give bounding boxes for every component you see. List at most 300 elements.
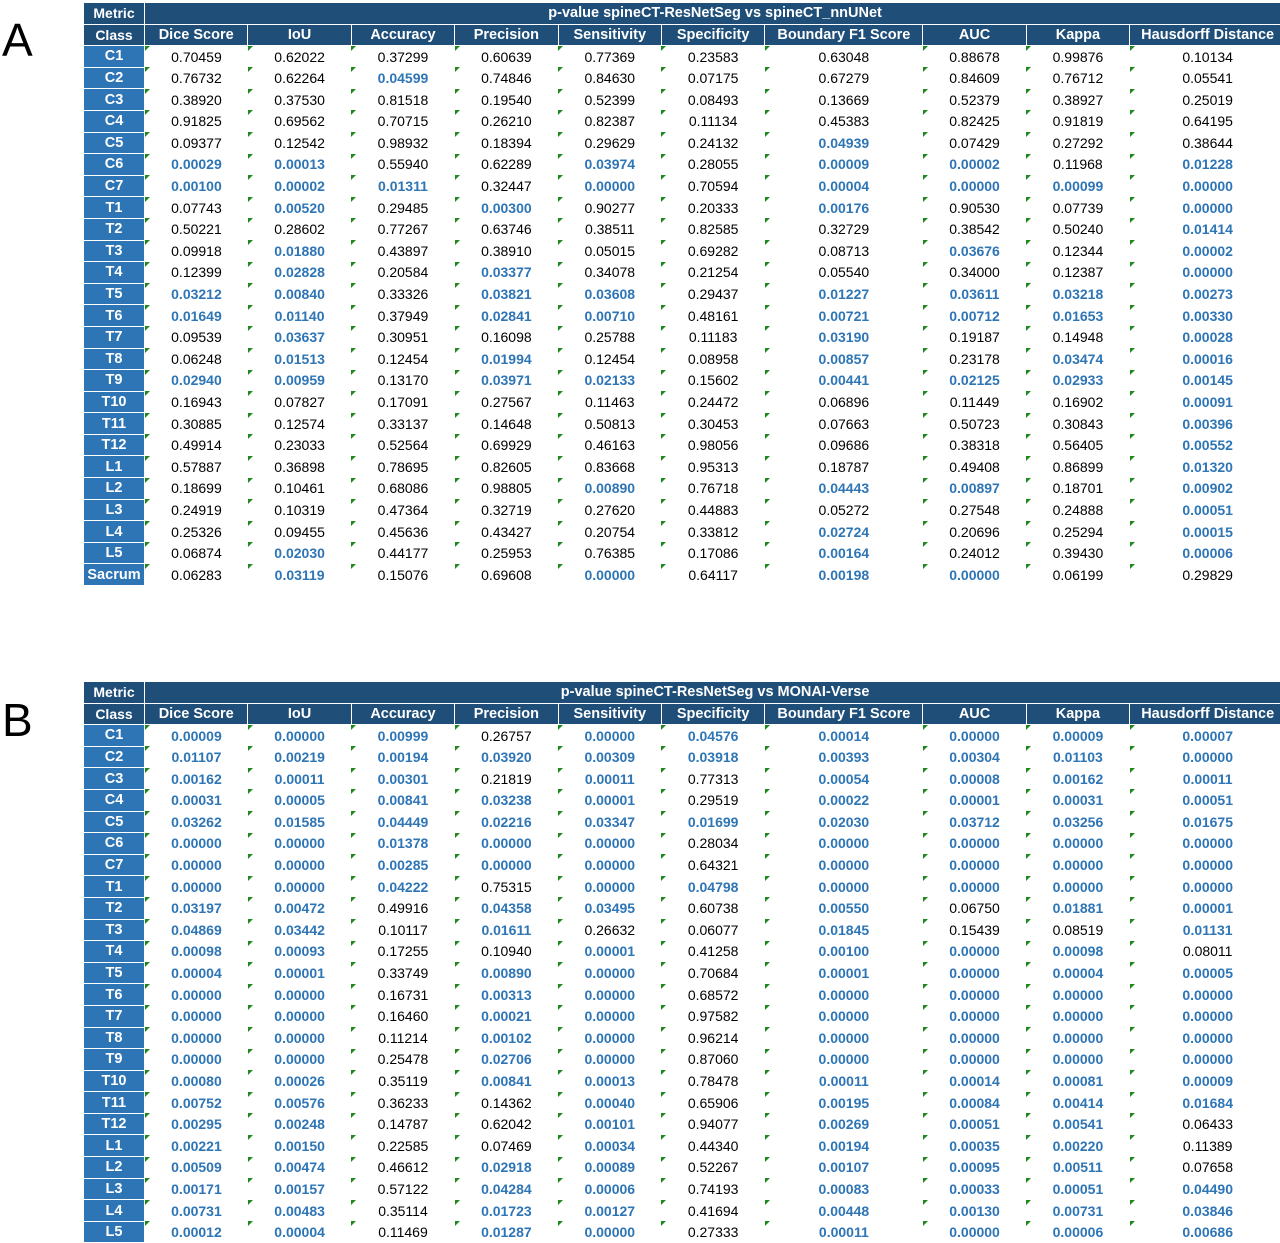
pvalue-cell[interactable]: 0.00000 xyxy=(923,854,1026,876)
pvalue-cell[interactable]: 0.00000 xyxy=(455,833,558,855)
pvalue-cell[interactable]: 0.00000 xyxy=(765,1049,923,1071)
pvalue-cell[interactable]: 0.55940 xyxy=(351,154,454,176)
pvalue-cell[interactable]: 0.00520 xyxy=(248,197,351,219)
pvalue-cell[interactable]: 0.18699 xyxy=(145,478,248,500)
pvalue-cell[interactable]: 0.00959 xyxy=(248,370,351,392)
pvalue-cell[interactable]: 0.33749 xyxy=(351,962,454,984)
pvalue-cell[interactable]: 0.45383 xyxy=(765,110,923,132)
pvalue-cell[interactable]: 0.00021 xyxy=(455,1005,558,1027)
pvalue-cell[interactable]: 0.20754 xyxy=(558,521,661,543)
pvalue-cell[interactable]: 0.23583 xyxy=(661,46,764,68)
pvalue-cell[interactable]: 0.00006 xyxy=(1130,542,1280,564)
pvalue-cell[interactable]: 0.25953 xyxy=(455,542,558,564)
pvalue-cell[interactable]: 0.03821 xyxy=(455,283,558,305)
pvalue-cell[interactable]: 0.33326 xyxy=(351,283,454,305)
pvalue-cell[interactable]: 0.05540 xyxy=(765,262,923,284)
pvalue-cell[interactable]: 0.87060 xyxy=(661,1049,764,1071)
pvalue-cell[interactable]: 0.11214 xyxy=(351,1027,454,1049)
pvalue-cell[interactable]: 0.20696 xyxy=(923,521,1026,543)
pvalue-cell[interactable]: 0.06874 xyxy=(145,542,248,564)
pvalue-cell[interactable]: 0.00098 xyxy=(1026,941,1129,963)
pvalue-cell[interactable]: 0.09539 xyxy=(145,326,248,348)
pvalue-cell[interactable]: 0.43897 xyxy=(351,240,454,262)
pvalue-cell[interactable]: 0.00033 xyxy=(923,1178,1026,1200)
pvalue-cell[interactable]: 0.23033 xyxy=(248,434,351,456)
pvalue-cell[interactable]: 0.00000 xyxy=(923,941,1026,963)
pvalue-cell[interactable]: 0.00029 xyxy=(145,154,248,176)
pvalue-cell[interactable]: 0.00472 xyxy=(248,897,351,919)
pvalue-cell[interactable]: 0.00026 xyxy=(248,1070,351,1092)
pvalue-cell[interactable]: 0.06433 xyxy=(1130,1113,1280,1135)
pvalue-cell[interactable]: 0.29829 xyxy=(1130,564,1280,586)
pvalue-cell[interactable]: 0.26210 xyxy=(455,110,558,132)
pvalue-cell[interactable]: 0.00000 xyxy=(558,876,661,898)
pvalue-cell[interactable]: 0.00000 xyxy=(1130,197,1280,219)
pvalue-cell[interactable]: 0.04449 xyxy=(351,811,454,833)
pvalue-cell[interactable]: 0.29437 xyxy=(661,283,764,305)
pvalue-cell[interactable]: 0.03262 xyxy=(145,811,248,833)
pvalue-cell[interactable]: 0.41694 xyxy=(661,1200,764,1222)
pvalue-cell[interactable]: 0.77267 xyxy=(351,218,454,240)
pvalue-cell[interactable]: 0.02133 xyxy=(558,370,661,392)
pvalue-cell[interactable]: 0.64321 xyxy=(661,854,764,876)
pvalue-cell[interactable]: 0.00127 xyxy=(558,1200,661,1222)
pvalue-cell[interactable]: 0.83668 xyxy=(558,456,661,478)
pvalue-cell[interactable]: 0.11134 xyxy=(661,110,764,132)
pvalue-cell[interactable]: 0.00145 xyxy=(1130,370,1280,392)
pvalue-cell[interactable]: 0.00000 xyxy=(923,1027,1026,1049)
pvalue-cell[interactable]: 0.00171 xyxy=(145,1178,248,1200)
pvalue-cell[interactable]: 0.03495 xyxy=(558,897,661,919)
pvalue-cell[interactable]: 0.00273 xyxy=(1130,283,1280,305)
pvalue-cell[interactable]: 0.03637 xyxy=(248,326,351,348)
pvalue-cell[interactable]: 0.03190 xyxy=(765,326,923,348)
pvalue-cell[interactable]: 0.00396 xyxy=(1130,413,1280,435)
pvalue-cell[interactable]: 0.62264 xyxy=(248,67,351,89)
pvalue-cell[interactable]: 0.00198 xyxy=(765,564,923,586)
pvalue-cell[interactable]: 0.65906 xyxy=(661,1092,764,1114)
pvalue-cell[interactable]: 0.57887 xyxy=(145,456,248,478)
pvalue-cell[interactable]: 0.00194 xyxy=(765,1135,923,1157)
pvalue-cell[interactable]: 0.01103 xyxy=(1026,746,1129,768)
pvalue-cell[interactable]: 0.00007 xyxy=(1130,725,1280,747)
pvalue-cell[interactable]: 0.00857 xyxy=(765,348,923,370)
pvalue-cell[interactable]: 0.00101 xyxy=(558,1113,661,1135)
pvalue-cell[interactable]: 0.00000 xyxy=(248,725,351,747)
pvalue-cell[interactable]: 0.62289 xyxy=(455,154,558,176)
pvalue-cell[interactable]: 0.00000 xyxy=(1130,746,1280,768)
pvalue-cell[interactable]: 0.00721 xyxy=(765,305,923,327)
pvalue-cell[interactable]: 0.04284 xyxy=(455,1178,558,1200)
pvalue-cell[interactable]: 0.00890 xyxy=(558,478,661,500)
pvalue-cell[interactable]: 0.00009 xyxy=(765,154,923,176)
pvalue-cell[interactable]: 0.07429 xyxy=(923,132,1026,154)
pvalue-cell[interactable]: 0.52379 xyxy=(923,89,1026,111)
pvalue-cell[interactable]: 0.84609 xyxy=(923,67,1026,89)
pvalue-cell[interactable]: 0.00006 xyxy=(1026,1221,1129,1243)
pvalue-cell[interactable]: 0.19540 xyxy=(455,89,558,111)
pvalue-cell[interactable]: 0.00001 xyxy=(923,789,1026,811)
pvalue-cell[interactable]: 0.00269 xyxy=(765,1113,923,1135)
pvalue-cell[interactable]: 0.25019 xyxy=(1130,89,1280,111)
pvalue-cell[interactable]: 0.04222 xyxy=(351,876,454,898)
pvalue-cell[interactable]: 0.00330 xyxy=(1130,305,1280,327)
pvalue-cell[interactable]: 0.00000 xyxy=(558,175,661,197)
pvalue-cell[interactable]: 0.01684 xyxy=(1130,1092,1280,1114)
pvalue-cell[interactable]: 0.00011 xyxy=(1130,768,1280,790)
pvalue-cell[interactable]: 0.03846 xyxy=(1130,1200,1280,1222)
pvalue-cell[interactable]: 0.00195 xyxy=(765,1092,923,1114)
pvalue-cell[interactable]: 0.00309 xyxy=(558,746,661,768)
pvalue-cell[interactable]: 0.91819 xyxy=(1026,110,1129,132)
pvalue-cell[interactable]: 0.00000 xyxy=(558,725,661,747)
pvalue-cell[interactable]: 0.38644 xyxy=(1130,132,1280,154)
pvalue-cell[interactable]: 0.00000 xyxy=(923,725,1026,747)
pvalue-cell[interactable]: 0.00752 xyxy=(145,1092,248,1114)
pvalue-cell[interactable]: 0.10319 xyxy=(248,499,351,521)
pvalue-cell[interactable]: 0.00089 xyxy=(558,1157,661,1179)
pvalue-cell[interactable]: 0.00897 xyxy=(923,478,1026,500)
pvalue-cell[interactable]: 0.48161 xyxy=(661,305,764,327)
pvalue-cell[interactable]: 0.38927 xyxy=(1026,89,1129,111)
pvalue-cell[interactable]: 0.11449 xyxy=(923,391,1026,413)
pvalue-cell[interactable]: 0.00051 xyxy=(1130,789,1280,811)
pvalue-cell[interactable]: 0.46612 xyxy=(351,1157,454,1179)
pvalue-cell[interactable]: 0.00084 xyxy=(923,1092,1026,1114)
pvalue-cell[interactable]: 0.17086 xyxy=(661,542,764,564)
pvalue-cell[interactable]: 0.02030 xyxy=(248,542,351,564)
pvalue-cell[interactable]: 0.01131 xyxy=(1130,919,1280,941)
pvalue-cell[interactable]: 0.29485 xyxy=(351,197,454,219)
pvalue-cell[interactable]: 0.04443 xyxy=(765,478,923,500)
pvalue-cell[interactable]: 0.98056 xyxy=(661,434,764,456)
pvalue-cell[interactable]: 0.01675 xyxy=(1130,811,1280,833)
pvalue-cell[interactable]: 0.01699 xyxy=(661,811,764,833)
pvalue-cell[interactable]: 0.00000 xyxy=(248,984,351,1006)
pvalue-cell[interactable]: 0.06248 xyxy=(145,348,248,370)
pvalue-cell[interactable]: 0.00002 xyxy=(1130,240,1280,262)
pvalue-cell[interactable]: 0.95313 xyxy=(661,456,764,478)
pvalue-cell[interactable]: 0.00005 xyxy=(248,789,351,811)
pvalue-cell[interactable]: 0.00022 xyxy=(765,789,923,811)
pvalue-cell[interactable]: 0.00414 xyxy=(1026,1092,1129,1114)
pvalue-cell[interactable]: 0.17091 xyxy=(351,391,454,413)
pvalue-cell[interactable]: 0.12399 xyxy=(145,262,248,284)
pvalue-cell[interactable]: 0.74193 xyxy=(661,1178,764,1200)
pvalue-cell[interactable]: 0.02933 xyxy=(1026,370,1129,392)
pvalue-cell[interactable]: 0.00011 xyxy=(765,1070,923,1092)
pvalue-cell[interactable]: 0.00008 xyxy=(923,768,1026,790)
pvalue-cell[interactable]: 0.00015 xyxy=(1130,521,1280,543)
pvalue-cell[interactable]: 0.15439 xyxy=(923,919,1026,941)
pvalue-cell[interactable]: 0.00221 xyxy=(145,1135,248,1157)
pvalue-cell[interactable]: 0.01845 xyxy=(765,919,923,941)
pvalue-cell[interactable]: 0.01228 xyxy=(1130,154,1280,176)
pvalue-cell[interactable]: 0.50813 xyxy=(558,413,661,435)
pvalue-cell[interactable]: 0.43427 xyxy=(455,521,558,543)
pvalue-cell[interactable]: 0.96214 xyxy=(661,1027,764,1049)
pvalue-cell[interactable]: 0.00162 xyxy=(1026,768,1129,790)
pvalue-cell[interactable]: 0.00304 xyxy=(923,746,1026,768)
pvalue-cell[interactable]: 0.18394 xyxy=(455,132,558,154)
pvalue-cell[interactable]: 0.00130 xyxy=(923,1200,1026,1222)
pvalue-cell[interactable]: 0.05541 xyxy=(1130,67,1280,89)
pvalue-cell[interactable]: 0.00162 xyxy=(145,768,248,790)
pvalue-cell[interactable]: 0.08493 xyxy=(661,89,764,111)
pvalue-cell[interactable]: 0.63048 xyxy=(765,46,923,68)
pvalue-cell[interactable]: 0.32447 xyxy=(455,175,558,197)
pvalue-cell[interactable]: 0.77313 xyxy=(661,768,764,790)
pvalue-cell[interactable]: 0.07658 xyxy=(1130,1157,1280,1179)
pvalue-cell[interactable]: 0.27620 xyxy=(558,499,661,521)
pvalue-cell[interactable]: 0.04576 xyxy=(661,725,764,747)
pvalue-cell[interactable]: 0.06750 xyxy=(923,897,1026,919)
pvalue-cell[interactable]: 0.00441 xyxy=(765,370,923,392)
pvalue-cell[interactable]: 0.60738 xyxy=(661,897,764,919)
pvalue-cell[interactable]: 0.01513 xyxy=(248,348,351,370)
pvalue-cell[interactable]: 0.08011 xyxy=(1130,941,1280,963)
pvalue-cell[interactable]: 0.38318 xyxy=(923,434,1026,456)
pvalue-cell[interactable]: 0.00176 xyxy=(765,197,923,219)
pvalue-cell[interactable]: 0.07827 xyxy=(248,391,351,413)
pvalue-cell[interactable]: 0.29629 xyxy=(558,132,661,154)
pvalue-cell[interactable]: 0.52399 xyxy=(558,89,661,111)
pvalue-cell[interactable]: 0.44177 xyxy=(351,542,454,564)
pvalue-cell[interactable]: 0.03608 xyxy=(558,283,661,305)
pvalue-cell[interactable]: 0.03256 xyxy=(1026,811,1129,833)
pvalue-cell[interactable]: 0.01611 xyxy=(455,919,558,941)
pvalue-cell[interactable]: 0.00393 xyxy=(765,746,923,768)
pvalue-cell[interactable]: 0.50723 xyxy=(923,413,1026,435)
pvalue-cell[interactable]: 0.00686 xyxy=(1130,1221,1280,1243)
pvalue-cell[interactable]: 0.00000 xyxy=(923,1221,1026,1243)
pvalue-cell[interactable]: 0.32729 xyxy=(765,218,923,240)
pvalue-cell[interactable]: 0.00000 xyxy=(248,1027,351,1049)
pvalue-cell[interactable]: 0.00034 xyxy=(558,1135,661,1157)
pvalue-cell[interactable]: 0.75315 xyxy=(455,876,558,898)
pvalue-cell[interactable]: 0.01287 xyxy=(455,1221,558,1243)
pvalue-cell[interactable]: 0.00028 xyxy=(1130,326,1280,348)
pvalue-cell[interactable]: 0.01649 xyxy=(145,305,248,327)
pvalue-cell[interactable]: 0.15602 xyxy=(661,370,764,392)
pvalue-cell[interactable]: 0.16098 xyxy=(455,326,558,348)
pvalue-cell[interactable]: 0.00483 xyxy=(248,1200,351,1222)
pvalue-cell[interactable]: 0.64195 xyxy=(1130,110,1280,132)
pvalue-cell[interactable]: 0.32719 xyxy=(455,499,558,521)
pvalue-cell[interactable]: 0.38910 xyxy=(455,240,558,262)
pvalue-cell[interactable]: 0.00040 xyxy=(558,1092,661,1114)
pvalue-cell[interactable]: 0.82387 xyxy=(558,110,661,132)
pvalue-cell[interactable]: 0.30951 xyxy=(351,326,454,348)
pvalue-cell[interactable]: 0.70684 xyxy=(661,962,764,984)
pvalue-cell[interactable]: 0.00035 xyxy=(923,1135,1026,1157)
pvalue-cell[interactable]: 0.56405 xyxy=(1026,434,1129,456)
pvalue-cell[interactable]: 0.02216 xyxy=(455,811,558,833)
pvalue-cell[interactable]: 0.08713 xyxy=(765,240,923,262)
pvalue-cell[interactable]: 0.44883 xyxy=(661,499,764,521)
pvalue-cell[interactable]: 0.00011 xyxy=(248,768,351,790)
pvalue-cell[interactable]: 0.09686 xyxy=(765,434,923,456)
pvalue-cell[interactable]: 0.00000 xyxy=(765,833,923,855)
pvalue-cell[interactable]: 0.00000 xyxy=(923,175,1026,197)
pvalue-cell[interactable]: 0.00000 xyxy=(1130,854,1280,876)
pvalue-cell[interactable]: 0.05015 xyxy=(558,240,661,262)
pvalue-cell[interactable]: 0.00098 xyxy=(145,941,248,963)
pvalue-cell[interactable]: 0.00000 xyxy=(1026,1049,1129,1071)
pvalue-cell[interactable]: 0.09377 xyxy=(145,132,248,154)
pvalue-cell[interactable]: 0.01378 xyxy=(351,833,454,855)
pvalue-cell[interactable]: 0.00016 xyxy=(1130,348,1280,370)
pvalue-cell[interactable]: 0.00099 xyxy=(1026,175,1129,197)
pvalue-cell[interactable]: 0.00000 xyxy=(1130,984,1280,1006)
pvalue-cell[interactable]: 0.03974 xyxy=(558,154,661,176)
pvalue-cell[interactable]: 0.04798 xyxy=(661,876,764,898)
pvalue-cell[interactable]: 0.00051 xyxy=(1026,1178,1129,1200)
pvalue-cell[interactable]: 0.19187 xyxy=(923,326,1026,348)
pvalue-cell[interactable]: 0.62042 xyxy=(455,1113,558,1135)
pvalue-cell[interactable]: 0.00300 xyxy=(455,197,558,219)
pvalue-cell[interactable]: 0.00301 xyxy=(351,768,454,790)
pvalue-cell[interactable]: 0.00000 xyxy=(1130,175,1280,197)
pvalue-cell[interactable]: 0.62022 xyxy=(248,46,351,68)
pvalue-cell[interactable]: 0.37299 xyxy=(351,46,454,68)
pvalue-cell[interactable]: 0.11469 xyxy=(351,1221,454,1243)
pvalue-cell[interactable]: 0.00091 xyxy=(1130,391,1280,413)
pvalue-cell[interactable]: 0.03920 xyxy=(455,746,558,768)
pvalue-cell[interactable]: 0.70459 xyxy=(145,46,248,68)
pvalue-cell[interactable]: 0.10134 xyxy=(1130,46,1280,68)
pvalue-cell[interactable]: 0.03611 xyxy=(923,283,1026,305)
pvalue-cell[interactable]: 0.06199 xyxy=(1026,564,1129,586)
pvalue-cell[interactable]: 0.00000 xyxy=(455,854,558,876)
pvalue-cell[interactable]: 0.05272 xyxy=(765,499,923,521)
pvalue-cell[interactable]: 0.76712 xyxy=(1026,67,1129,89)
pvalue-cell[interactable]: 0.00001 xyxy=(558,941,661,963)
pvalue-cell[interactable]: 0.69929 xyxy=(455,434,558,456)
pvalue-cell[interactable]: 0.08958 xyxy=(661,348,764,370)
pvalue-cell[interactable]: 0.00013 xyxy=(558,1070,661,1092)
pvalue-cell[interactable]: 0.78478 xyxy=(661,1070,764,1092)
pvalue-cell[interactable]: 0.14362 xyxy=(455,1092,558,1114)
pvalue-cell[interactable]: 0.00164 xyxy=(765,542,923,564)
pvalue-cell[interactable]: 0.11183 xyxy=(661,326,764,348)
pvalue-cell[interactable]: 0.01994 xyxy=(455,348,558,370)
pvalue-cell[interactable]: 0.00000 xyxy=(248,1049,351,1071)
pvalue-cell[interactable]: 0.27567 xyxy=(455,391,558,413)
pvalue-cell[interactable]: 0.00013 xyxy=(248,154,351,176)
pvalue-cell[interactable]: 0.28055 xyxy=(661,154,764,176)
pvalue-cell[interactable]: 0.00890 xyxy=(455,962,558,984)
pvalue-cell[interactable]: 0.06077 xyxy=(661,919,764,941)
pvalue-cell[interactable]: 0.00219 xyxy=(248,746,351,768)
pvalue-cell[interactable]: 0.04490 xyxy=(1130,1178,1280,1200)
pvalue-cell[interactable]: 0.00095 xyxy=(923,1157,1026,1179)
pvalue-cell[interactable]: 0.29519 xyxy=(661,789,764,811)
pvalue-cell[interactable]: 0.00005 xyxy=(1130,962,1280,984)
pvalue-cell[interactable]: 0.67279 xyxy=(765,67,923,89)
pvalue-cell[interactable]: 0.00100 xyxy=(765,941,923,963)
pvalue-cell[interactable]: 0.01723 xyxy=(455,1200,558,1222)
pvalue-cell[interactable]: 0.00509 xyxy=(145,1157,248,1179)
pvalue-cell[interactable]: 0.06896 xyxy=(765,391,923,413)
pvalue-cell[interactable]: 0.00000 xyxy=(248,854,351,876)
pvalue-cell[interactable]: 0.00000 xyxy=(145,984,248,1006)
pvalue-cell[interactable]: 0.12454 xyxy=(351,348,454,370)
pvalue-cell[interactable]: 0.00000 xyxy=(1026,984,1129,1006)
pvalue-cell[interactable]: 0.03676 xyxy=(923,240,1026,262)
pvalue-cell[interactable]: 0.63746 xyxy=(455,218,558,240)
pvalue-cell[interactable]: 0.00000 xyxy=(765,876,923,898)
pvalue-cell[interactable]: 0.00002 xyxy=(248,175,351,197)
pvalue-cell[interactable]: 0.00841 xyxy=(351,789,454,811)
pvalue-cell[interactable]: 0.00000 xyxy=(145,854,248,876)
pvalue-cell[interactable]: 0.00474 xyxy=(248,1157,351,1179)
pvalue-cell[interactable]: 0.00576 xyxy=(248,1092,351,1114)
pvalue-cell[interactable]: 0.00000 xyxy=(248,876,351,898)
pvalue-cell[interactable]: 0.00313 xyxy=(455,984,558,1006)
pvalue-cell[interactable]: 0.22585 xyxy=(351,1135,454,1157)
pvalue-cell[interactable]: 0.94077 xyxy=(661,1113,764,1135)
pvalue-cell[interactable]: 0.00000 xyxy=(145,876,248,898)
pvalue-cell[interactable]: 0.03712 xyxy=(923,811,1026,833)
pvalue-cell[interactable]: 0.82585 xyxy=(661,218,764,240)
pvalue-cell[interactable]: 0.00000 xyxy=(765,1005,923,1027)
pvalue-cell[interactable]: 0.38920 xyxy=(145,89,248,111)
pvalue-cell[interactable]: 0.03474 xyxy=(1026,348,1129,370)
pvalue-cell[interactable]: 0.00102 xyxy=(455,1027,558,1049)
pvalue-cell[interactable]: 0.03971 xyxy=(455,370,558,392)
pvalue-cell[interactable]: 0.00000 xyxy=(923,1049,1026,1071)
pvalue-cell[interactable]: 0.98805 xyxy=(455,478,558,500)
pvalue-cell[interactable]: 0.18701 xyxy=(1026,478,1129,500)
pvalue-cell[interactable]: 0.26757 xyxy=(455,725,558,747)
pvalue-cell[interactable]: 0.12542 xyxy=(248,132,351,154)
pvalue-cell[interactable]: 0.39430 xyxy=(1026,542,1129,564)
pvalue-cell[interactable]: 0.76732 xyxy=(145,67,248,89)
pvalue-cell[interactable]: 0.00000 xyxy=(558,984,661,1006)
pvalue-cell[interactable]: 0.26632 xyxy=(558,919,661,941)
pvalue-cell[interactable]: 0.00000 xyxy=(248,1005,351,1027)
pvalue-cell[interactable]: 0.11389 xyxy=(1130,1135,1280,1157)
pvalue-cell[interactable]: 0.35119 xyxy=(351,1070,454,1092)
pvalue-cell[interactable]: 0.01881 xyxy=(1026,897,1129,919)
pvalue-cell[interactable]: 0.00000 xyxy=(923,1005,1026,1027)
pvalue-cell[interactable]: 0.00051 xyxy=(1130,499,1280,521)
pvalue-cell[interactable]: 0.00107 xyxy=(765,1157,923,1179)
pvalue-cell[interactable]: 0.25326 xyxy=(145,521,248,543)
pvalue-cell[interactable]: 0.77369 xyxy=(558,46,661,68)
pvalue-cell[interactable]: 0.27333 xyxy=(661,1221,764,1243)
pvalue-cell[interactable]: 0.35114 xyxy=(351,1200,454,1222)
pvalue-cell[interactable]: 0.00031 xyxy=(145,789,248,811)
pvalue-cell[interactable]: 0.27292 xyxy=(1026,132,1129,154)
pvalue-cell[interactable]: 0.01585 xyxy=(248,811,351,833)
pvalue-cell[interactable]: 0.10461 xyxy=(248,478,351,500)
pvalue-cell[interactable]: 0.00999 xyxy=(351,725,454,747)
pvalue-cell[interactable]: 0.00000 xyxy=(923,564,1026,586)
pvalue-cell[interactable]: 0.00902 xyxy=(1130,478,1280,500)
pvalue-cell[interactable]: 0.03918 xyxy=(661,746,764,768)
pvalue-cell[interactable]: 0.00157 xyxy=(248,1178,351,1200)
pvalue-cell[interactable]: 0.69608 xyxy=(455,564,558,586)
pvalue-cell[interactable]: 0.00552 xyxy=(1130,434,1280,456)
pvalue-cell[interactable]: 0.60639 xyxy=(455,46,558,68)
pvalue-cell[interactable]: 0.00550 xyxy=(765,897,923,919)
pvalue-cell[interactable]: 0.00000 xyxy=(923,833,1026,855)
pvalue-cell[interactable]: 0.24132 xyxy=(661,132,764,154)
pvalue-cell[interactable]: 0.76385 xyxy=(558,542,661,564)
pvalue-cell[interactable]: 0.28602 xyxy=(248,218,351,240)
